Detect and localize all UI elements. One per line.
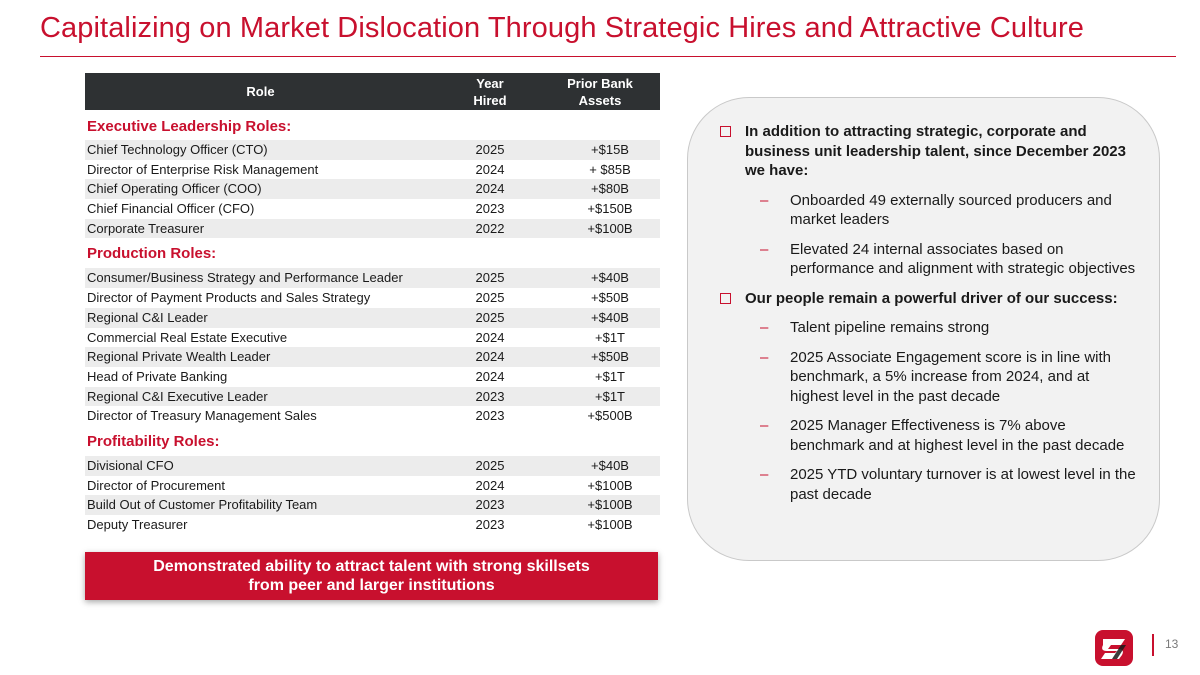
cell-year: 2023 — [475, 497, 505, 513]
cell-year: 2025 — [475, 309, 505, 325]
section-heading: Profitability Roles: — [87, 432, 220, 450]
cell-assets: +$1T — [595, 368, 625, 384]
table-row — [85, 515, 660, 535]
header-year-hired — [445, 75, 535, 109]
checkbox-bullet-icon — [720, 126, 731, 137]
title-divider — [40, 56, 1176, 57]
cell-assets: +$100B — [587, 497, 633, 513]
cell-year: 2023 — [475, 517, 505, 532]
footer-divider — [1152, 634, 1154, 656]
table-row — [85, 308, 660, 328]
sub-bullet-text: Onboarded 49 externally sourced producers and market leaders — [790, 191, 1112, 228]
bullet-sub — [720, 191, 1140, 230]
cell-role: Regional C&I Executive Leader — [87, 388, 268, 404]
cell-year: 2024 — [475, 368, 505, 384]
table-row — [85, 288, 660, 308]
cell-assets: +$15B — [591, 142, 629, 157]
cell-assets: +$40B — [591, 309, 629, 325]
bullet-text: Our people remain a powerful driver of our success: — [745, 289, 1118, 307]
section-heading: Production Roles: — [87, 245, 217, 263]
cell-assets: +$50B — [591, 290, 629, 306]
cell-year: 2024 — [475, 477, 505, 493]
cell-assets: +$80B — [591, 181, 629, 197]
cell-role: Chief Technology Officer (CTO) — [87, 142, 268, 157]
table-row — [85, 219, 660, 239]
table-row — [85, 476, 660, 496]
cell-assets: + $85B — [589, 161, 631, 177]
bullet-main — [720, 289, 1140, 309]
sub-bullet-text: Talent pipeline remains strong — [790, 319, 990, 336]
header-year-line2: Hired — [473, 93, 507, 108]
cell-year: 2023 — [475, 388, 505, 404]
table-row — [85, 140, 660, 160]
cell-assets: +$100B — [587, 220, 633, 236]
table-row — [85, 406, 660, 426]
checkbox-bullet-icon — [720, 293, 731, 304]
cell-role: Chief Financial Officer (CFO) — [87, 201, 255, 217]
cell-role: Director of Treasury Management Sales — [87, 408, 317, 424]
cell-year: 2025 — [475, 457, 505, 473]
cell-role: Chief Operating Officer (COO) — [87, 181, 262, 197]
cell-year: 2022 — [475, 220, 505, 236]
sub-bullet-text: 2025 YTD voluntary turnover is at lowest level in the past decade — [790, 466, 1136, 503]
sub-bullet-text: 2025 Associate Engagement score is in line with benchmark, a 5% increase from 2024, and at highest level in the past decade — [790, 348, 1112, 405]
cell-role: Regional Private Wealth Leader — [87, 349, 271, 365]
cell-year: 2025 — [475, 290, 505, 306]
header-assets-line1: Prior Bank — [567, 76, 633, 91]
sub-bullet-text: 2025 Manager Effectiveness is 7% above benchmark and at highest level in the past decade — [790, 417, 1125, 454]
cell-role: Director of Procurement — [87, 477, 225, 493]
cell-role: Corporate Treasurer — [87, 220, 205, 236]
section-heading: Executive Leadership Roles: — [87, 118, 292, 135]
table-row — [85, 367, 660, 387]
cell-year: 2023 — [475, 201, 505, 217]
bank-logo-icon — [1095, 630, 1133, 666]
table-header — [85, 73, 660, 110]
cell-year: 2023 — [475, 408, 505, 424]
dash-bullet-icon: – — [760, 348, 769, 366]
cell-assets: +$50B — [591, 349, 629, 365]
cell-year: 2024 — [475, 161, 505, 177]
dash-bullet-icon: – — [760, 319, 769, 336]
page-title: Capitalizing on Market Dislocation Through Strategic Hires and Attractive Culture — [40, 12, 1084, 44]
cell-assets: +$40B — [591, 457, 629, 473]
table-body — [85, 110, 660, 535]
table-row — [85, 268, 660, 288]
cell-assets: +$100B — [587, 517, 633, 532]
bullet-sub — [720, 416, 1140, 455]
dash-bullet-icon: – — [760, 466, 769, 483]
table-row — [85, 387, 660, 407]
cell-year: 2025 — [475, 142, 505, 157]
cell-role: Head of Private Banking — [87, 368, 228, 384]
header-assets-line2: Assets — [578, 93, 622, 108]
page-number: 13 — [1165, 637, 1179, 651]
cell-role: Divisional CFO — [87, 457, 174, 473]
table-row — [85, 328, 660, 348]
bullet-main — [720, 122, 1140, 181]
bullet-sub — [720, 318, 1140, 338]
table-row — [85, 160, 660, 180]
bullet-text: In addition to attracting strategic, corporate and business unit leadership talent, since December 2023 we have: — [745, 123, 1126, 179]
cell-assets: +$1T — [595, 329, 625, 345]
cell-role: Director of Enterprise Risk Management — [87, 161, 319, 177]
bullet-sub — [720, 348, 1140, 407]
bullet-sub — [720, 465, 1140, 504]
header-prior-bank-assets — [550, 75, 650, 109]
cell-assets: +$40B — [591, 270, 629, 286]
bullet-sub — [720, 240, 1140, 279]
cell-year: 2024 — [475, 349, 505, 365]
header-year-line1: Year — [476, 76, 504, 91]
cell-assets: +$100B — [587, 477, 633, 493]
cell-year: 2024 — [475, 329, 505, 345]
table-row — [85, 199, 660, 219]
cell-role: Deputy Treasurer — [87, 517, 188, 532]
cell-role: Director of Payment Products and Sales Strategy — [87, 290, 371, 306]
cell-year: 2024 — [475, 181, 505, 197]
header-role: Role — [246, 84, 275, 99]
cell-role: Consumer/Business Strategy and Performance Leader — [87, 270, 403, 286]
dash-bullet-icon: – — [760, 240, 769, 258]
highlights-list — [720, 122, 1140, 504]
table-row — [85, 456, 660, 476]
sub-bullet-text: Elevated 24 internal associates based on performance and alignment with strategic objectives — [790, 240, 1136, 277]
cell-role: Build Out of Customer Profitability Team — [87, 497, 318, 513]
table-row — [85, 347, 660, 367]
hires-table — [85, 73, 660, 535]
cell-role: Commercial Real Estate Executive — [87, 329, 288, 345]
dash-bullet-icon: – — [760, 417, 769, 434]
cell-assets: +$150B — [587, 201, 633, 217]
cell-role: Regional C&I Leader — [87, 309, 208, 325]
table-row — [85, 495, 660, 515]
banner-line-2: from peer and larger institutions — [248, 577, 495, 594]
banner-line-1: Demonstrated ability to attract talent with strong skillsets — [153, 558, 590, 575]
cell-year: 2025 — [475, 270, 505, 286]
table-row — [85, 179, 660, 199]
cell-assets: +$500B — [587, 408, 633, 424]
cell-assets: +$1T — [595, 388, 625, 404]
callout-banner — [85, 552, 658, 600]
dash-bullet-icon: – — [760, 191, 769, 209]
